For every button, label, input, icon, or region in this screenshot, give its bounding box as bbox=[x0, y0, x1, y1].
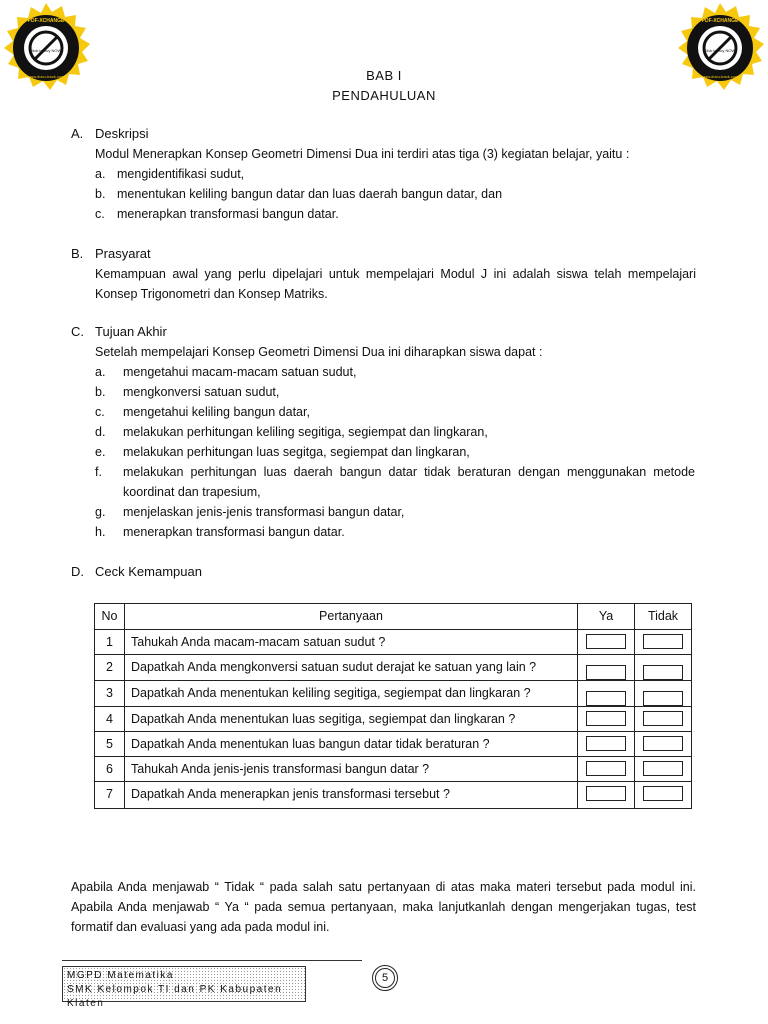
stamp-cta: Click to buy NOW! bbox=[703, 48, 737, 53]
footer-divider bbox=[62, 960, 362, 961]
section-letter: D. bbox=[71, 564, 84, 579]
list-marker: a. bbox=[95, 167, 106, 181]
ability-check-table bbox=[94, 603, 692, 809]
list-marker: b. bbox=[95, 385, 106, 399]
row-question: Tahukah Anda macam-macam satuan sudut ? bbox=[125, 630, 578, 655]
list-text: menentukan keliling bangun datar dan luas daerah bangun datar, dan bbox=[117, 187, 503, 201]
yes-checkbox[interactable] bbox=[586, 634, 626, 649]
list-item bbox=[95, 184, 502, 204]
yes-checkbox[interactable] bbox=[586, 665, 626, 680]
no-cell bbox=[635, 782, 692, 809]
table-row bbox=[95, 630, 692, 655]
section-d-heading bbox=[71, 562, 202, 582]
no-checkbox[interactable] bbox=[643, 691, 683, 706]
footer-line-1: MGPD Matematika bbox=[67, 970, 174, 981]
stamp-url: www.docu-track.com bbox=[701, 74, 739, 79]
list-text: mengkonversi satuan sudut, bbox=[123, 385, 280, 399]
header-question: Pertanyaan bbox=[125, 604, 578, 630]
section-letter: B. bbox=[71, 246, 84, 261]
list-text: melakukan perhitungan luas daerah bangun datar tidak beraturan dengan menggunakan metode koordinat dan trapesium, bbox=[123, 465, 695, 499]
list-marker: b. bbox=[95, 187, 106, 201]
list-marker: f. bbox=[95, 465, 102, 479]
row-question: Dapatkah Anda menentukan luas segitiga, segiempat dan lingkaran ? bbox=[125, 707, 578, 732]
closing-paragraph: Apabila Anda menjawab “ Tidak “ pada salah satu pertanyaan di atas maka materi tersebut pada modul ini. Apabila Anda menjawab “ Ya “ pada semua pertanyaan, maka lanjutkanlah dengan mengerjakan tugas, test formatif dan evaluasi yang ada pada modul ini. bbox=[71, 880, 696, 934]
yes-cell bbox=[578, 757, 635, 782]
row-question: Dapatkah Anda menentukan luas bangun datar tidak beraturan ? bbox=[125, 732, 578, 757]
chapter-label: BAB I bbox=[366, 68, 402, 83]
stamp-cta: Click to buy NOW! bbox=[29, 48, 63, 53]
row-question: Dapatkah Anda mengkonversi satuan sudut derajat ke satuan yang lain ? bbox=[125, 655, 578, 681]
section-title: Deskripsi bbox=[95, 126, 149, 141]
list-item bbox=[95, 522, 345, 542]
section-b-body: Kemampuan awal yang perlu dipelajari untuk mempelajari Modul J ini adalah siswa telah mempelajari Konsep Trigonometri dan Konsep Matriks. bbox=[95, 267, 696, 301]
row-number: 2 bbox=[95, 655, 125, 681]
row-question: Tahukah Anda jenis-jenis transformasi bangun datar ? bbox=[125, 757, 578, 782]
list-text: melakukan perhitungan luas segitga, segiempat dan lingkaran, bbox=[123, 445, 470, 459]
list-item bbox=[95, 462, 696, 502]
row-question: Dapatkah Anda menentukan keliling segitiga, segiempat dan lingkaran ? bbox=[125, 681, 578, 707]
row-number: 1 bbox=[95, 630, 125, 655]
page-number: 5 bbox=[372, 965, 398, 991]
row-number: 5 bbox=[95, 732, 125, 757]
section-letter: C. bbox=[71, 324, 84, 339]
section-a-heading bbox=[71, 124, 148, 144]
section-title: Tujuan Akhir bbox=[95, 324, 167, 339]
yes-cell bbox=[578, 630, 635, 655]
no-checkbox[interactable] bbox=[643, 736, 683, 751]
section-title: Ceck Kemampuan bbox=[95, 564, 202, 579]
section-a-intro: Modul Menerapkan Konsep Geometri Dimensi Dua ini terdiri atas tiga (3) kegiatan belajar, yaitu : bbox=[95, 147, 630, 161]
no-checkbox[interactable] bbox=[643, 786, 683, 801]
row-number: 6 bbox=[95, 757, 125, 782]
stamp-url: www.docu-track.com bbox=[27, 74, 65, 79]
list-text: mengidentifikasi sudut, bbox=[117, 167, 245, 181]
stamp-brand: PDF-XCHANGE bbox=[27, 18, 65, 24]
row-number: 3 bbox=[95, 681, 125, 707]
table-row bbox=[95, 782, 692, 809]
no-checkbox[interactable] bbox=[643, 634, 683, 649]
list-text: menerapkan transformasi bangun datar. bbox=[123, 525, 345, 539]
header-no-answer: Tidak bbox=[635, 604, 692, 630]
list-marker: h. bbox=[95, 525, 106, 539]
no-checkbox[interactable] bbox=[643, 665, 683, 680]
list-text: mengetahui keliling bangun datar, bbox=[123, 405, 310, 419]
table-row bbox=[95, 732, 692, 757]
section-c-heading bbox=[71, 322, 167, 342]
list-marker: c. bbox=[95, 405, 105, 419]
footer-label bbox=[62, 966, 306, 1009]
row-number: 7 bbox=[95, 782, 125, 809]
no-cell bbox=[635, 757, 692, 782]
no-checkbox[interactable] bbox=[643, 711, 683, 726]
list-item bbox=[95, 362, 356, 382]
yes-cell bbox=[578, 681, 635, 707]
section-title: Prasyarat bbox=[95, 246, 151, 261]
no-cell bbox=[635, 707, 692, 732]
list-item bbox=[95, 382, 279, 402]
yes-checkbox[interactable] bbox=[586, 711, 626, 726]
table-header-row bbox=[95, 604, 692, 630]
row-number: 4 bbox=[95, 707, 125, 732]
list-text: menjelaskan jenis-jenis transformasi bangun datar, bbox=[123, 505, 405, 519]
list-item bbox=[95, 204, 339, 224]
list-marker: g. bbox=[95, 505, 106, 519]
table-row bbox=[95, 757, 692, 782]
yes-cell bbox=[578, 782, 635, 809]
no-cell bbox=[635, 681, 692, 707]
list-item bbox=[95, 402, 310, 422]
chapter-title: PENDAHULUAN bbox=[332, 88, 436, 103]
list-marker: e. bbox=[95, 445, 106, 459]
no-cell bbox=[635, 655, 692, 681]
no-cell bbox=[635, 732, 692, 757]
list-marker: d. bbox=[95, 425, 106, 439]
section-c-intro: Setelah mempelajari Konsep Geometri Dimensi Dua ini diharapkan siswa dapat : bbox=[95, 345, 543, 359]
yes-checkbox[interactable] bbox=[586, 736, 626, 751]
list-marker: c. bbox=[95, 207, 105, 221]
section-b-heading bbox=[71, 244, 151, 264]
footer-line-2: SMK Kelompok TI dan PK Kabupaten Klaten bbox=[67, 984, 283, 1009]
no-cell bbox=[635, 630, 692, 655]
header-no: No bbox=[95, 604, 125, 630]
list-item bbox=[95, 164, 244, 184]
list-item bbox=[95, 442, 470, 462]
row-question: Dapatkah Anda menerapkan jenis transformasi tersebut ? bbox=[125, 782, 578, 809]
list-marker: a. bbox=[95, 365, 106, 379]
list-text: menerapkan transformasi bangun datar. bbox=[117, 207, 339, 221]
section-letter: A. bbox=[71, 126, 84, 141]
table-row bbox=[95, 681, 692, 707]
no-checkbox[interactable] bbox=[643, 761, 683, 776]
list-item bbox=[95, 422, 488, 442]
header-yes: Ya bbox=[578, 604, 635, 630]
yes-checkbox[interactable] bbox=[586, 691, 626, 706]
yes-cell bbox=[578, 655, 635, 681]
list-text: melakukan perhitungan keliling segitiga, segiempat dan lingkaran, bbox=[123, 425, 488, 439]
table-row bbox=[95, 707, 692, 732]
yes-cell bbox=[578, 707, 635, 732]
list-text: mengetahui macam-macam satuan sudut, bbox=[123, 365, 357, 379]
yes-cell bbox=[578, 732, 635, 757]
yes-checkbox[interactable] bbox=[586, 786, 626, 801]
yes-checkbox[interactable] bbox=[586, 761, 626, 776]
list-item bbox=[95, 502, 404, 522]
stamp-brand: PDF-XCHANGE bbox=[701, 18, 739, 24]
table-row bbox=[95, 655, 692, 681]
